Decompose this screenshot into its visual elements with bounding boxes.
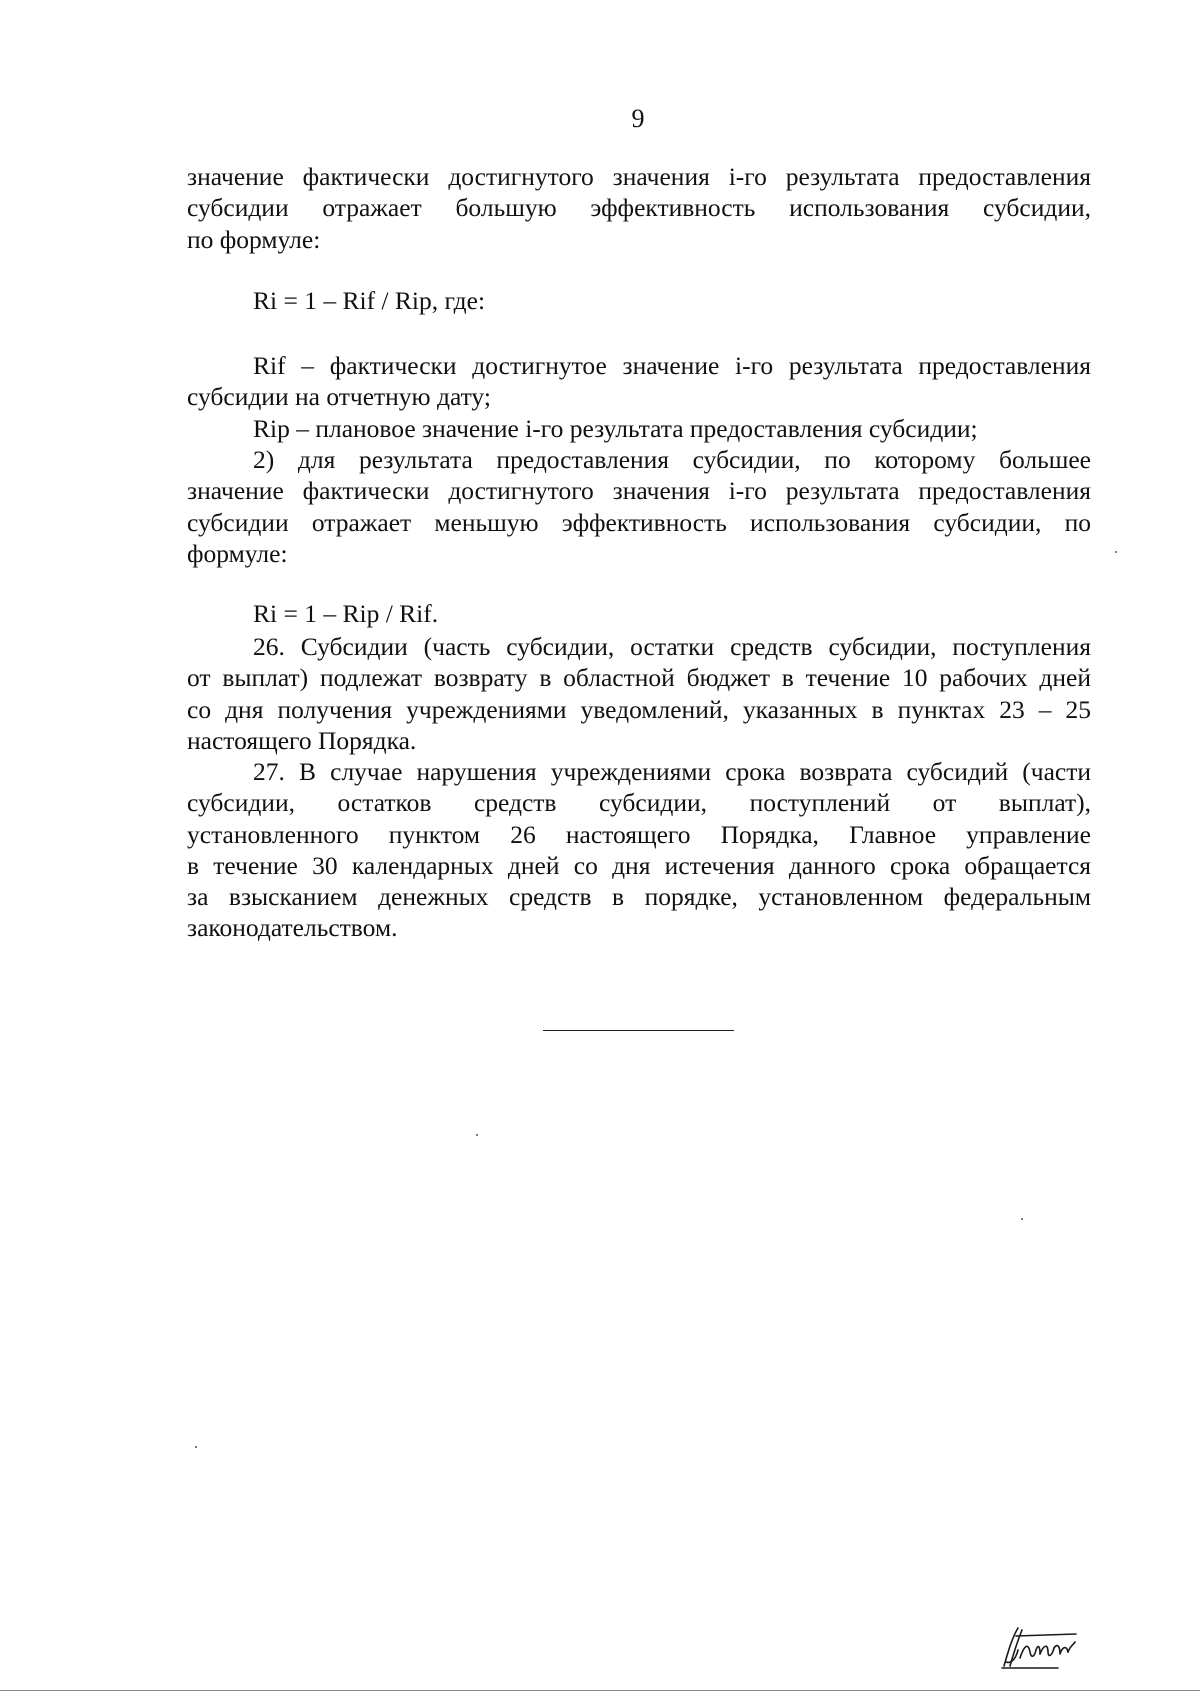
text-line: субсидии отражает большую эффективность использования субсидии, — [187, 193, 1091, 223]
text-line: 26. Субсидии (часть субсидии, остатки средств субсидии, поступления — [253, 632, 1091, 661]
text-line: в течение 30 календарных дней со дня истечения данного срока обращается — [187, 850, 1091, 880]
scan-speck — [1021, 1218, 1023, 1220]
text-line: со дня получения учреждениями уведомлений, указанных в пунктах 23 – 25 — [187, 694, 1091, 724]
text-line: настоящего Порядка. — [187, 725, 417, 755]
text-line: по формуле: — [187, 224, 321, 254]
scan-speck — [195, 1446, 197, 1448]
text-line: субсидии, остатков средств субсидии, поступлений от выплат), — [187, 788, 1091, 818]
handwritten-signature-icon — [998, 1622, 1078, 1670]
text-line: установленного пунктом 26 настоящего Порядка, Главное управление — [187, 819, 1091, 849]
text-line: за взысканием денежных средств в порядке, установленном федеральным — [187, 882, 1091, 912]
definition-rip-line: Rip – плановое значение i-го результата предоставления субсидии; — [253, 413, 978, 443]
definition-rif-line: Rif – фактически достигнутое значение i-го результата предоставления — [253, 351, 1091, 380]
text-line: 27. В случае нарушения учреждениями срока возврата субсидий (части — [253, 757, 1091, 786]
end-of-text-rule — [543, 1030, 734, 1031]
formula-ri-direct: Ri = 1 – Rif / Rip, где: — [253, 286, 486, 315]
text-line: формуле: — [187, 538, 288, 568]
paragraph-item-2 — [187, 444, 1091, 569]
scan-speck — [1115, 551, 1117, 553]
text-line: значение фактически достигнутого значения i-го результата предоставления — [187, 162, 1091, 191]
formula-ri-inverse: Ri = 1 – Rip / Rif. — [253, 599, 439, 628]
clause-27 — [187, 756, 1091, 944]
scan-bottom-edge-line — [0, 1690, 1200, 1691]
scan-speck — [476, 1134, 478, 1136]
text-line: 2) для результата предоставления субсидии, по которому большее — [253, 445, 1091, 474]
page-number: 9 — [631, 104, 645, 133]
text-line: значение фактически достигнутого значения i-го результата предоставления — [187, 476, 1091, 506]
definition-rif-line: субсидии на отчетную дату; — [187, 382, 491, 412]
formula-definitions — [187, 350, 1091, 444]
clause-26 — [187, 631, 1091, 756]
paragraph-continuation — [187, 161, 1091, 255]
text-line: законодательством. — [187, 913, 398, 943]
text-line: от выплат) подлежат возврату в областной бюджет в течение 10 рабочих дней — [187, 663, 1091, 693]
text-line: субсидии отражает меньшую эффективность использования субсидии, по — [187, 507, 1091, 537]
